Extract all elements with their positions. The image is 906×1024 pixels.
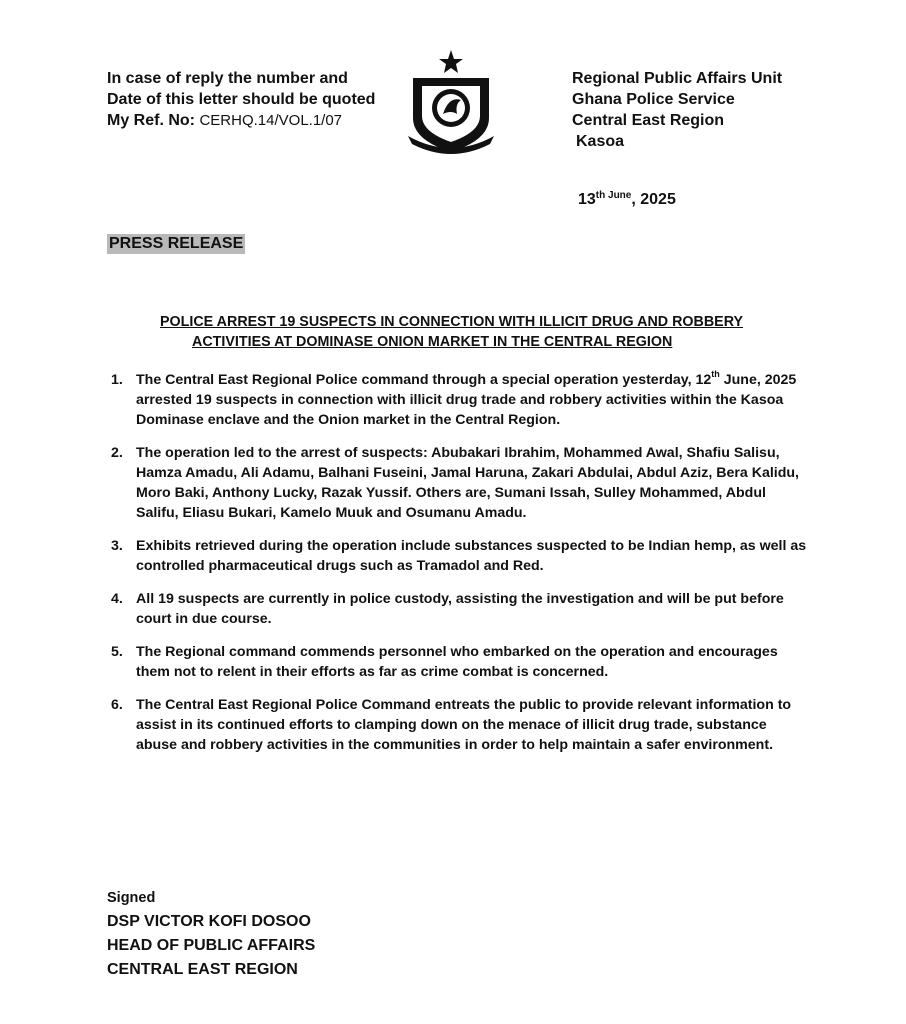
reference-value: CERHQ.14/VOL.1/07 — [199, 112, 343, 129]
reply-line-2: Date of this letter should be quoted — [107, 91, 376, 108]
office-town: Kasoa — [576, 133, 625, 150]
office-unit: Regional Public Affairs Unit — [572, 70, 783, 87]
release-title — [160, 312, 800, 352]
list-item — [107, 695, 807, 755]
item-number: 1. — [111, 372, 123, 388]
signatory-name: DSP VICTOR KOFI DOSOO — [107, 913, 311, 930]
list-item — [107, 536, 807, 576]
release-points — [107, 370, 807, 768]
date-superscript: th June — [595, 190, 632, 201]
signatory-title: HEAD OF PUBLIC AFFAIRS — [107, 937, 316, 954]
list-item — [107, 370, 807, 430]
item-number: 6. — [111, 697, 123, 713]
list-item — [107, 443, 807, 523]
press-release-heading: PRESS RELEASE — [109, 235, 244, 252]
list-item — [107, 589, 807, 629]
date-rest: , 2025 — [631, 191, 676, 208]
reference-label: My Ref. No: — [107, 112, 195, 129]
item-text: All 19 suspects are currently in police custody, assisting the investigation and will be put before court in due course. — [136, 591, 784, 627]
reference-number — [107, 110, 375, 131]
item-superscript: th — [711, 369, 720, 379]
item-text-continued: June, 2025 arrested 19 suspects in connection with illicit drug trade and robbery activities within the Kasoa Dominase enclave and the Onion market in the Central Region. — [136, 372, 797, 428]
title-line-2: ACTIVITIES AT DOMINASE ONION MARKET IN THE CENTRAL REGION — [192, 334, 673, 350]
item-text: The Regional command commends personnel who embarked on the operation and encourages them not to relent in their efforts as far as crime combat is concerned. — [136, 644, 778, 680]
ghana-police-crest-icon — [405, 48, 497, 158]
list-item — [107, 642, 807, 682]
office-region: Central East Region — [572, 112, 725, 129]
office-service: Ghana Police Service — [572, 91, 735, 108]
item-number: 2. — [111, 445, 123, 461]
date-day: 13 — [578, 191, 596, 208]
title-line-1: POLICE ARREST 19 SUSPECTS IN CONNECTION WITH ILLICIT DRUG AND ROBBERY — [160, 314, 744, 330]
item-number: 4. — [111, 591, 123, 607]
reply-line-1: In case of reply the number and — [107, 70, 348, 87]
item-text: The Central East Regional Police Command entreats the public to provide relevant information to assist in its continued efforts to clamping down on the menace of illicit drug trade, substance abuse and robbery activities in the communities in order to help maintain a safer environment. — [136, 697, 792, 753]
item-text: The Central East Regional Police command through a special operation yesterday, 12 — [136, 372, 712, 388]
signatory-region: CENTRAL EAST REGION — [107, 961, 298, 978]
item-number: 3. — [111, 538, 123, 554]
issuing-office — [572, 68, 782, 152]
letter-date — [578, 190, 676, 209]
reply-instructions — [107, 68, 375, 131]
signature-block — [107, 886, 315, 982]
item-text: Exhibits retrieved during the operation include substances suspected to be Indian hemp, as well as controlled pharmaceutical drugs such as Tramadol and Red. — [136, 538, 807, 574]
item-text: The operation led to the arrest of suspects: Abubakari Ibrahim, Mohammed Awal, Shafiu Salisu, Hamza Amadu, Ali Adamu, Balhani Fuseini, Jamal Haruna, Zakari Abdulai, Abdul Aziz, Bera Kalidu, Moro Baki, Anthony Lucky, Razak Yussif. Others are, Sumani Issah, Sulley Mohammed, Abdul Salifu, Eliasu Bukari, Kamelo Muuk and Osumanu Amadu. — [136, 445, 799, 521]
item-number: 5. — [111, 644, 123, 660]
signed-label: Signed — [107, 890, 156, 906]
